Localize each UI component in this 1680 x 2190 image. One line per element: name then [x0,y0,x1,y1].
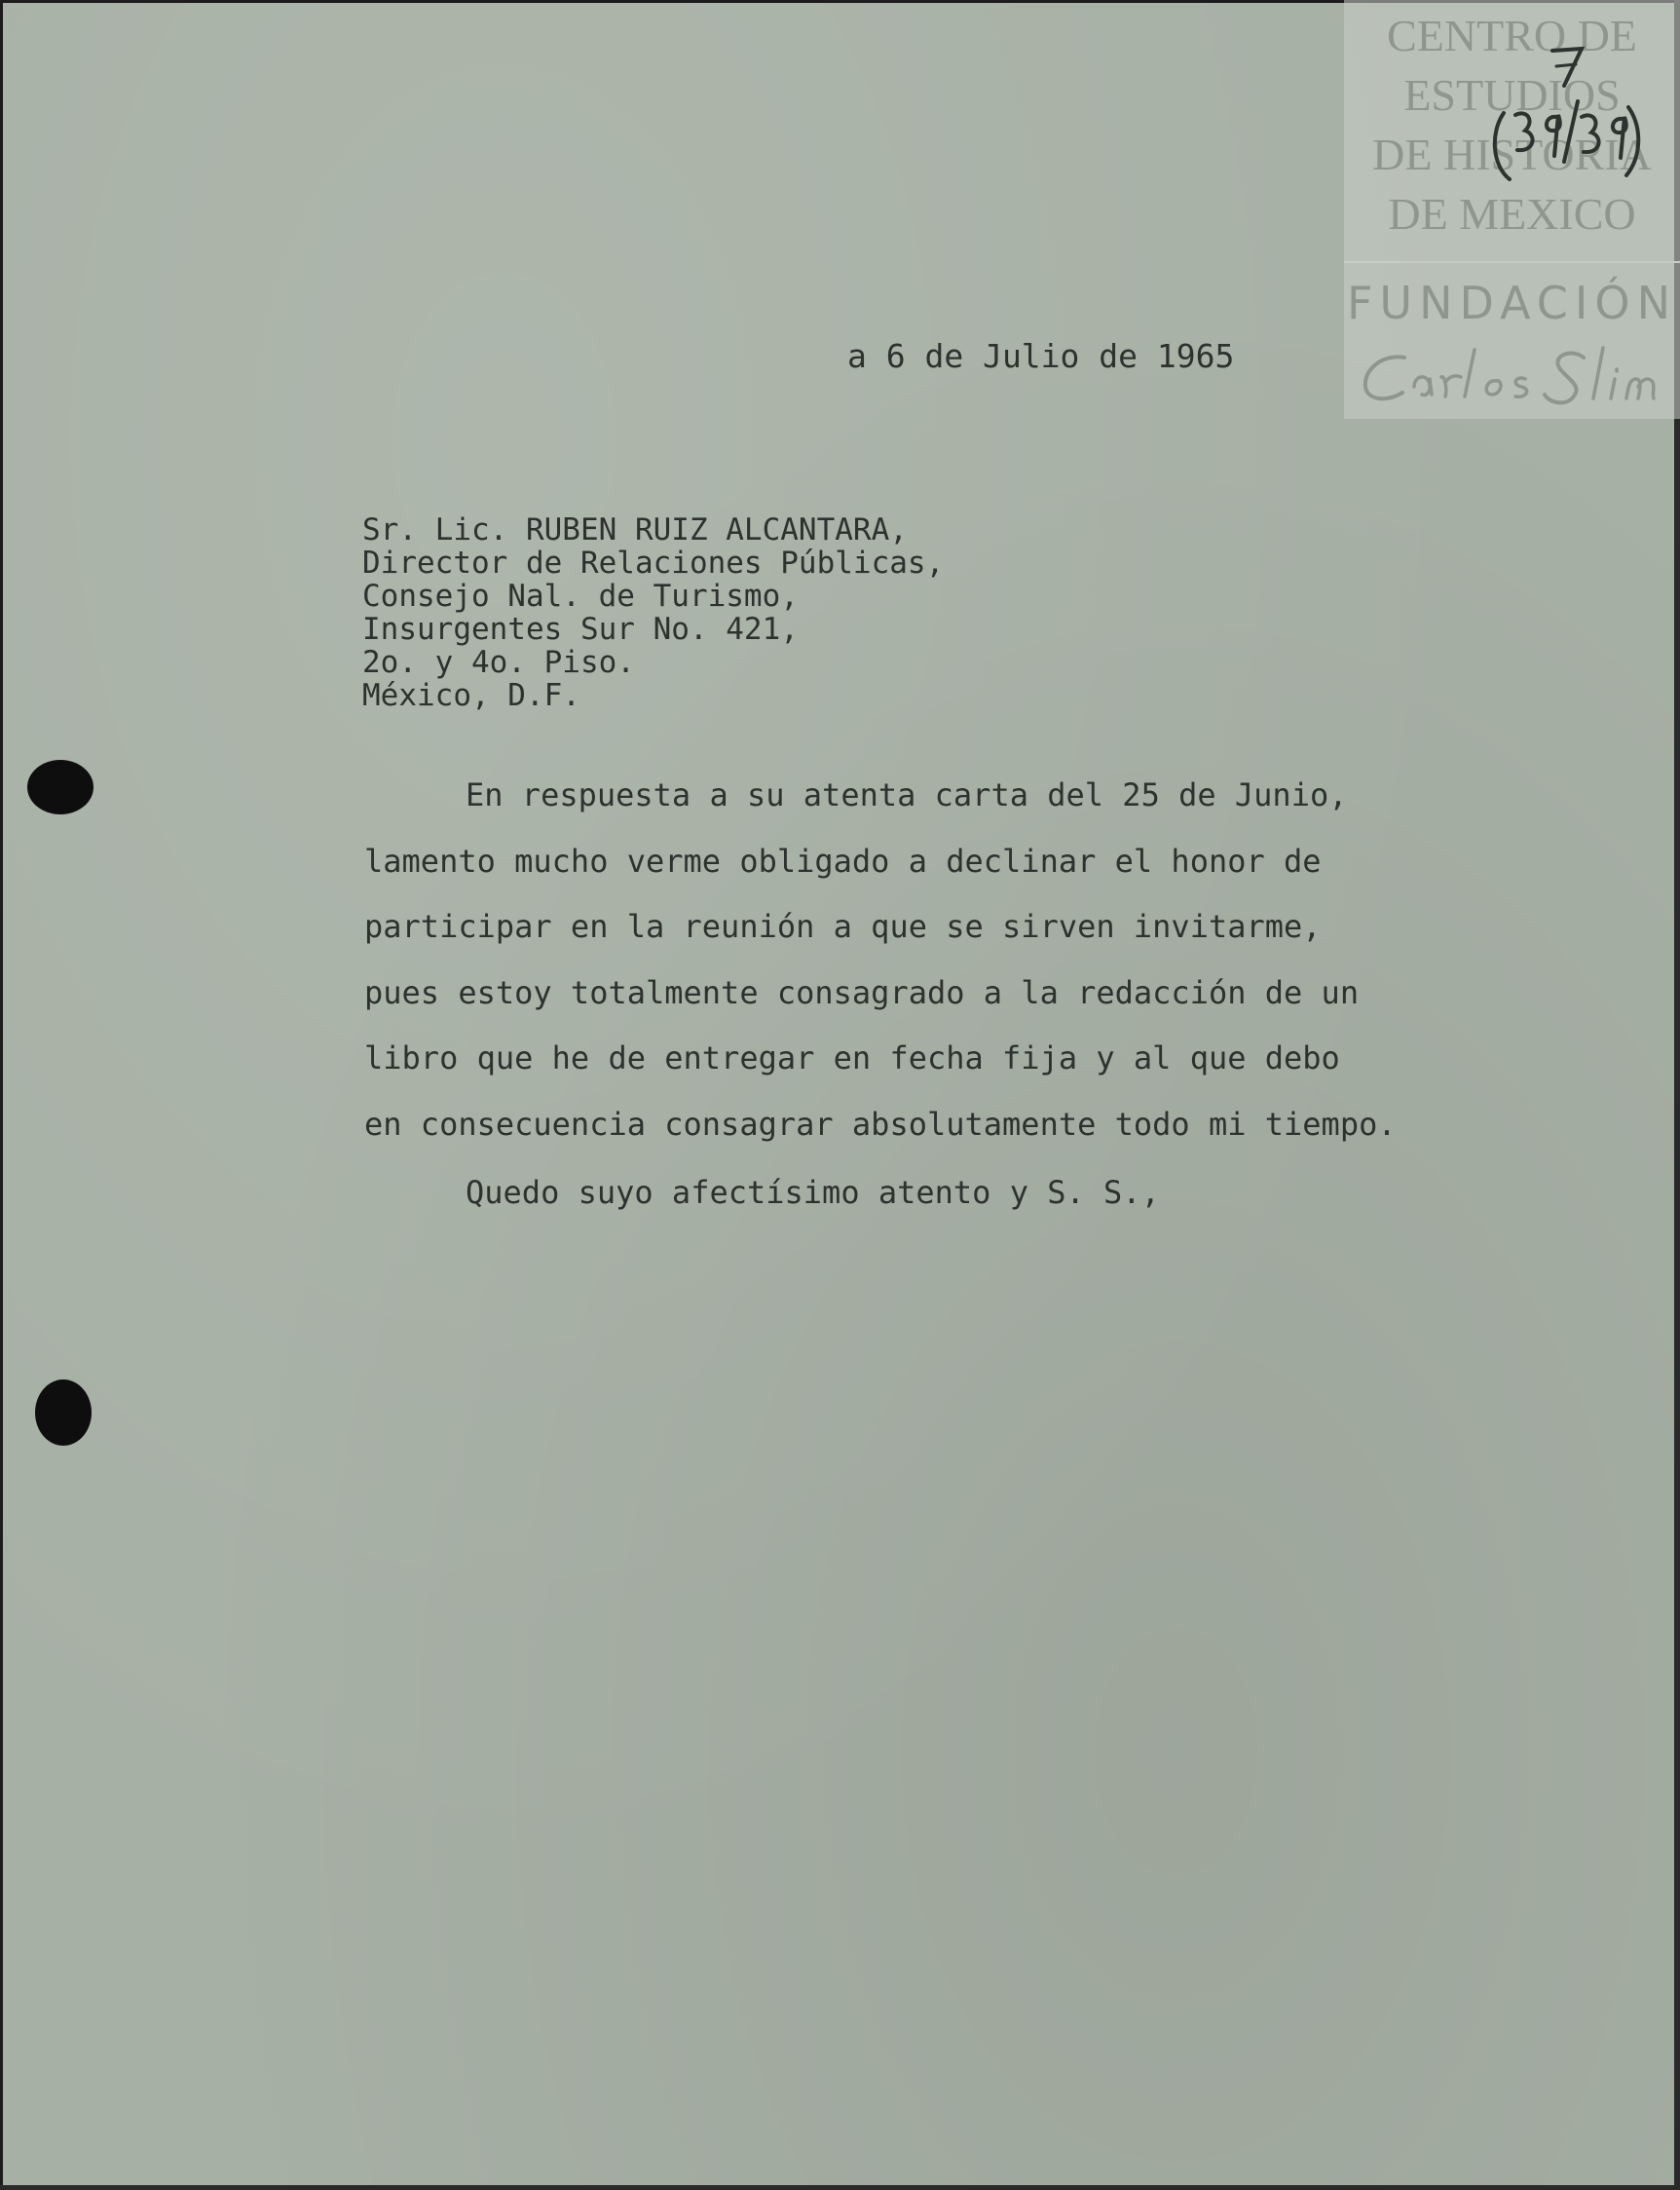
handwritten-folio-mark [1480,19,1646,185]
punch-hole-bottom [35,1379,92,1446]
stamp-divider [1344,261,1680,263]
body-line: libro que he de entregar en fecha fija y al que debo [364,1039,1340,1076]
stamp-foundation: FUNDACIÓN [1346,277,1678,329]
letter-date: a 6 de Julio de 1965 [847,337,1235,375]
body-line: lamento mucho verme obligado a declinar el honor de [364,843,1322,880]
address-line-organization: Consejo Nal. de Turismo, [362,579,799,614]
body-line: pues estoy totalmente consagrado a la redacción de un [364,974,1360,1011]
letter-closing: Quedo suyo afectísimo atento y S. S., [466,1174,1160,1211]
address-line-floor: 2o. y 4o. Piso. [362,645,635,680]
address-line-street: Insurgentes Sur No. 421, [362,612,799,647]
stamp-line: DE HISTORIA [1372,130,1652,179]
address-line-city: México, D.F. [362,678,580,713]
address-line-recipient: Sr. Lic. RUBEN RUIZ ALCANTARA, [362,512,908,548]
stamp-line: CENTRO DE [1387,11,1637,60]
punch-hole-top [27,760,93,814]
signature-logo [1344,336,1680,414]
stamp-line: ESTUDIOS [1403,70,1621,120]
stamp-line: DE MEXICO [1388,189,1636,239]
body-line: En respuesta a su atenta carta del 25 de Junio, [466,776,1348,813]
scan-edge-bottom [0,2185,1680,2190]
body-line: en consecuencia consagrar absolutamente todo mi tiempo. [364,1106,1397,1143]
body-line: participar en la reunión a que se sirven invitarme, [364,908,1322,945]
address-line-title: Director de Relaciones Públicas, [362,546,945,581]
